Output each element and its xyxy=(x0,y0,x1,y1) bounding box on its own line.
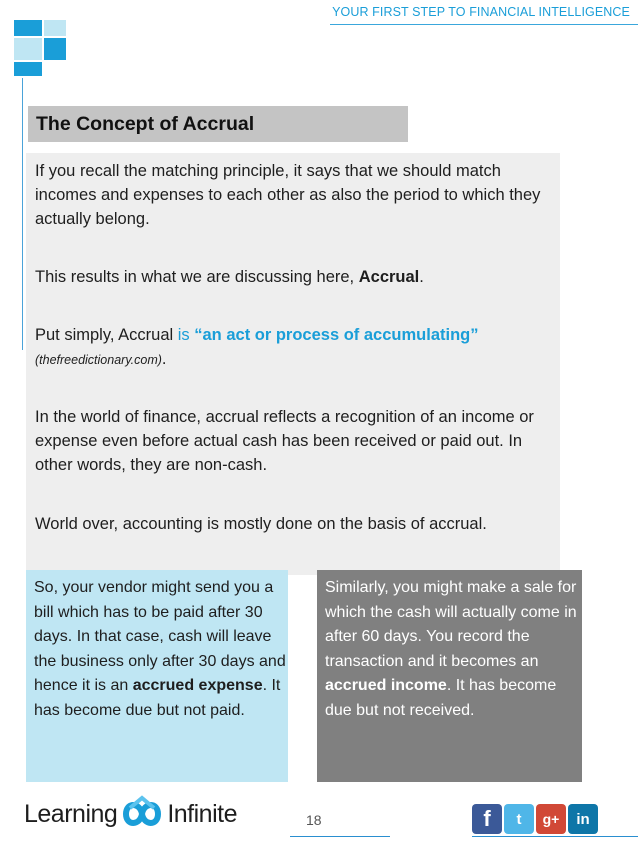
decorative-vertical-line xyxy=(22,78,23,350)
google-plus-icon[interactable]: g+ xyxy=(536,804,566,834)
twitter-icon[interactable]: t xyxy=(504,804,534,834)
footer-rule-left xyxy=(290,836,390,837)
definition-quote: “an act or process of accumulating” xyxy=(194,326,479,344)
paragraph-world-over: World over, accounting is mostly done on the basis of accrual. xyxy=(35,515,487,533)
facebook-icon[interactable]: f xyxy=(472,804,502,834)
infinity-knot-icon xyxy=(120,794,164,834)
paragraph-accrual-intro: This results in what we are discussing here, Accrual. xyxy=(35,268,424,286)
social-links xyxy=(472,804,598,834)
accrual-bold: Accrual xyxy=(358,268,420,286)
paragraph-definition: Put simply, Accrual is “an act or process of accumulating” (thefreedictionary.com). xyxy=(35,326,479,368)
section-title: The Concept of Accrual xyxy=(36,112,255,135)
decorative-squares xyxy=(0,0,80,90)
linkedin-icon[interactable]: in xyxy=(568,804,598,834)
definition-source: (thefreedictionary.com) xyxy=(35,353,162,367)
header-rule xyxy=(330,24,638,25)
logo-word-infinite: Infinite xyxy=(167,799,237,828)
accrued-expense-text: So, your vendor might send you a bill which has to be paid after 30 days. In that case, cash will leave the business only after 30 days and hence it is an accrued expense. It has become due but not paid. xyxy=(34,579,286,719)
accrued-income-text: Similarly, you might make a sale for which the cash will actually come in after 60 days. You record the transaction and it becomes an accrued income. It has become due but not received. xyxy=(325,579,577,719)
header-tagline: YOUR FIRST STEP TO FINANCIAL INTELLIGENCE xyxy=(332,5,630,19)
section-title-bar xyxy=(28,106,408,142)
paragraph-finance: In the world of finance, accrual reflects a recognition of an income or expense even before actual cash has been received or paid out. In other words, they are non-cash. xyxy=(35,408,534,474)
footer-rule-right xyxy=(472,836,638,837)
logo-word-learning: Learning xyxy=(24,799,118,828)
learning-infinite-logo xyxy=(24,794,237,834)
paragraph-matching-principle: If you recall the matching principle, it says that we should match incomes and expenses to each other as also the period to which they actually belong. xyxy=(35,162,541,228)
page-number: 18 xyxy=(306,812,322,828)
